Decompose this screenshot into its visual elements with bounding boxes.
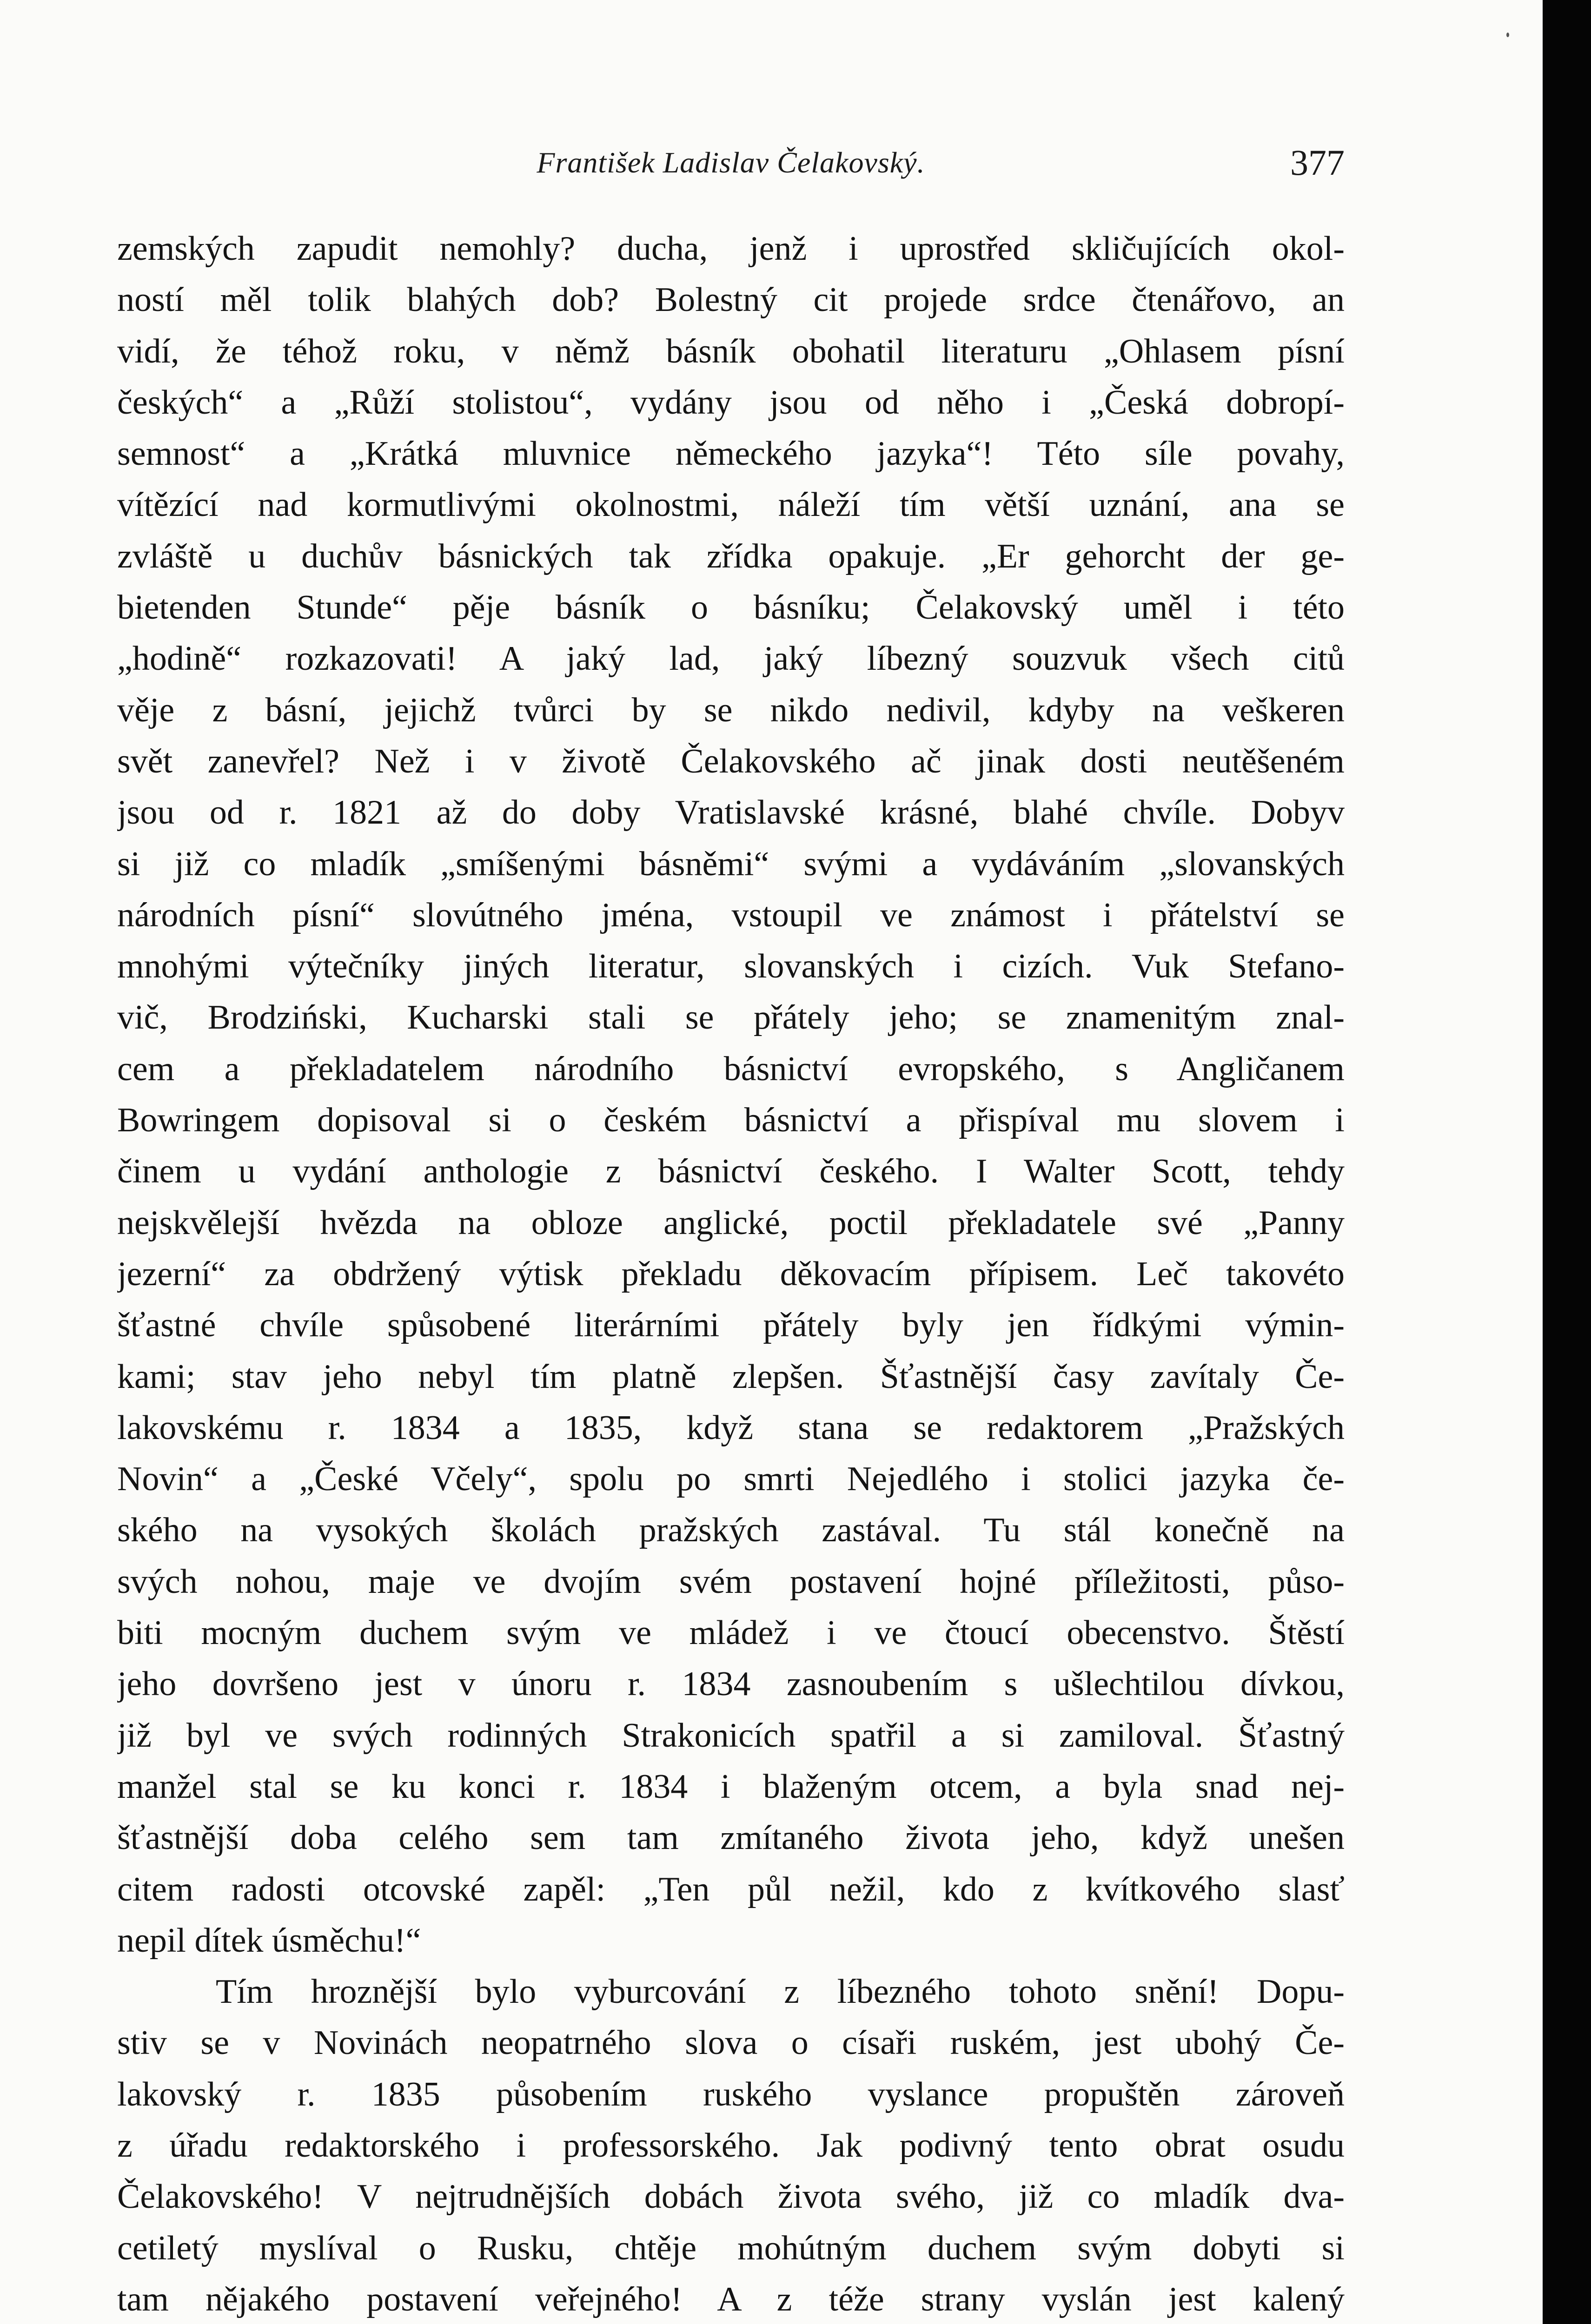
- text-line: biti mocným duchem svým ve mládež i ve čtoucí obecenstvo. Štěstí: [117, 1614, 1345, 1652]
- text-line: mnohými výtečníky jiných literatur, slovanských i cizích. Vuk Stefano-: [117, 947, 1345, 986]
- text-line: českých“ a „Růží stolistou“, vydány jsou od něho i „Česká dobropí-: [117, 383, 1345, 422]
- text-line: jsou od r. 1821 až do doby Vratislavské krásné, blahé chvíle. Dobyv: [117, 793, 1345, 832]
- text-line: činem u vydání anthologie z básnictví českého. I Walter Scott, tehdy: [117, 1152, 1345, 1191]
- page-number: 377: [1290, 142, 1345, 183]
- text-line: manžel stal se ku konci r. 1834 i blaženým otcem, a byla snad nej-: [117, 1767, 1345, 1806]
- text-line: svých nohou, maje ve dvojím svém postavení hojné příležitosti, půso-: [117, 1562, 1345, 1601]
- text-line: zemských zapudit nemohly? ducha, jenž i uprostřed skličujících okol-: [117, 230, 1345, 268]
- text-line: věje z básní, jejichž tvůrci by se nikdo nedivil, kdyby na veškeren: [117, 691, 1345, 729]
- text-line: tam nějakého postavení veřejného! A z téže strany vyslán jest kalený: [117, 2280, 1345, 2318]
- text-line: semnost“ a „Krátká mluvnice německého jazyka“! Této síle povahy,: [117, 435, 1345, 473]
- text-line: si již co mladík „smíšenými básněmi“ svými a vydáváním „slovanských: [117, 845, 1345, 883]
- text-line: ského na vysokých školách pražských zastával. Tu stál konečně na: [117, 1511, 1345, 1550]
- scan-edge: [1543, 0, 1591, 2324]
- text-line: lakovský r. 1835 působením ruského vyslance propuštěn zároveň: [117, 2075, 1345, 2113]
- text-line: ností měl tolik blahých dob? Bolestný cit projede srdce čtenářovo, an: [117, 281, 1345, 319]
- text-line: stiv se v Novinách neopatrného slova o císaři ruském, jest ubohý Če-: [117, 2024, 1345, 2062]
- running-title: František Ladislav Čelakovský.: [537, 146, 925, 179]
- text-line: šťastnější doba celého sem tam zmítaného života jeho, když unešen: [117, 1819, 1345, 1857]
- text-line: národních písní“ slovútného jména, vstoupil ve známost i přátelství se: [117, 896, 1345, 934]
- text-line: nepil dítek úsměchu!“: [117, 1921, 421, 1960]
- text-line: svět zanevřel? Než i v životě Čelakovského ač jinak dosti neutěšeném: [117, 742, 1345, 780]
- text-line: jeho dovršeno jest v únoru r. 1834 zasnoubením s ušlechtilou dívkou,: [117, 1665, 1345, 1703]
- text-line: cetiletý myslíval o Rusku, chtěje mohútným duchem svým dobyti si: [117, 2229, 1345, 2267]
- paper-speck: [1506, 33, 1509, 37]
- text-line: Tím hroznější bylo vyburcování z líbezného tohoto snění! Dopu-: [216, 1973, 1345, 2011]
- page-header: [117, 139, 1345, 205]
- text-line: vidí, že téhož roku, v němž básník obohatil literaturu „Ohlasem písní: [117, 332, 1345, 370]
- text-line: nejskvělejší hvězda na obloze anglické, poctil překladatele své „Panny: [117, 1203, 1345, 1242]
- text-line: Čelakovského! V nejtrudnějších dobách života svého, již co mladík dva-: [117, 2178, 1345, 2216]
- text-line: vič, Brodziński, Kucharski stali se přátely jeho; se znamenitým znal-: [117, 998, 1345, 1037]
- text-line: „hodině“ rozkazovati! A jaký lad, jaký líbezný souzvuk všech citů: [117, 640, 1345, 678]
- text-line: z úřadu redaktorského i professorského. Jak podivný tento obrat osudu: [117, 2126, 1345, 2165]
- text-line: bietenden Stunde“ pěje básník o básníku; Čelakovský uměl i této: [117, 588, 1345, 627]
- text-line: lakovskému r. 1834 a 1835, když stana se redaktorem „Pražských: [117, 1408, 1345, 1447]
- text-line: citem radosti otcovské zapěl: „Ten půl nežil, kdo z kvítkového slasť: [117, 1870, 1345, 1908]
- text-line: již byl ve svých rodinných Strakonicích spatřil a si zamiloval. Šťastný: [117, 1716, 1345, 1755]
- text-line: Bowringem dopisoval si o českém básnictví a přispíval mu slovem i: [117, 1101, 1345, 1140]
- text-line: šťastné chvíle spůsobené literárními přátely byly jen řídkými výmin-: [117, 1306, 1345, 1345]
- body-text: [117, 223, 1345, 2324]
- text-line: zvláště u duchův básnických tak zřídka opakuje. „Er gehorcht der ge-: [117, 537, 1345, 575]
- text-line: jezerní“ za obdržený výtisk překladu děkovacím přípisem. Leč takovéto: [117, 1254, 1345, 1293]
- text-line: Novin“ a „České Včely“, spolu po smrti Nejedlého i stolici jazyka če-: [117, 1460, 1345, 1499]
- text-line: kami; stav jeho nebyl tím platně zlepšen. Šťastnější časy zavítaly Če-: [117, 1357, 1345, 1396]
- text-line: cem a překladatelem národního básnictví evropského, s Angličanem: [117, 1050, 1345, 1088]
- text-line: vítězící nad kormutlivými okolnostmi, náleží tím větší uznání, ana se: [117, 486, 1345, 524]
